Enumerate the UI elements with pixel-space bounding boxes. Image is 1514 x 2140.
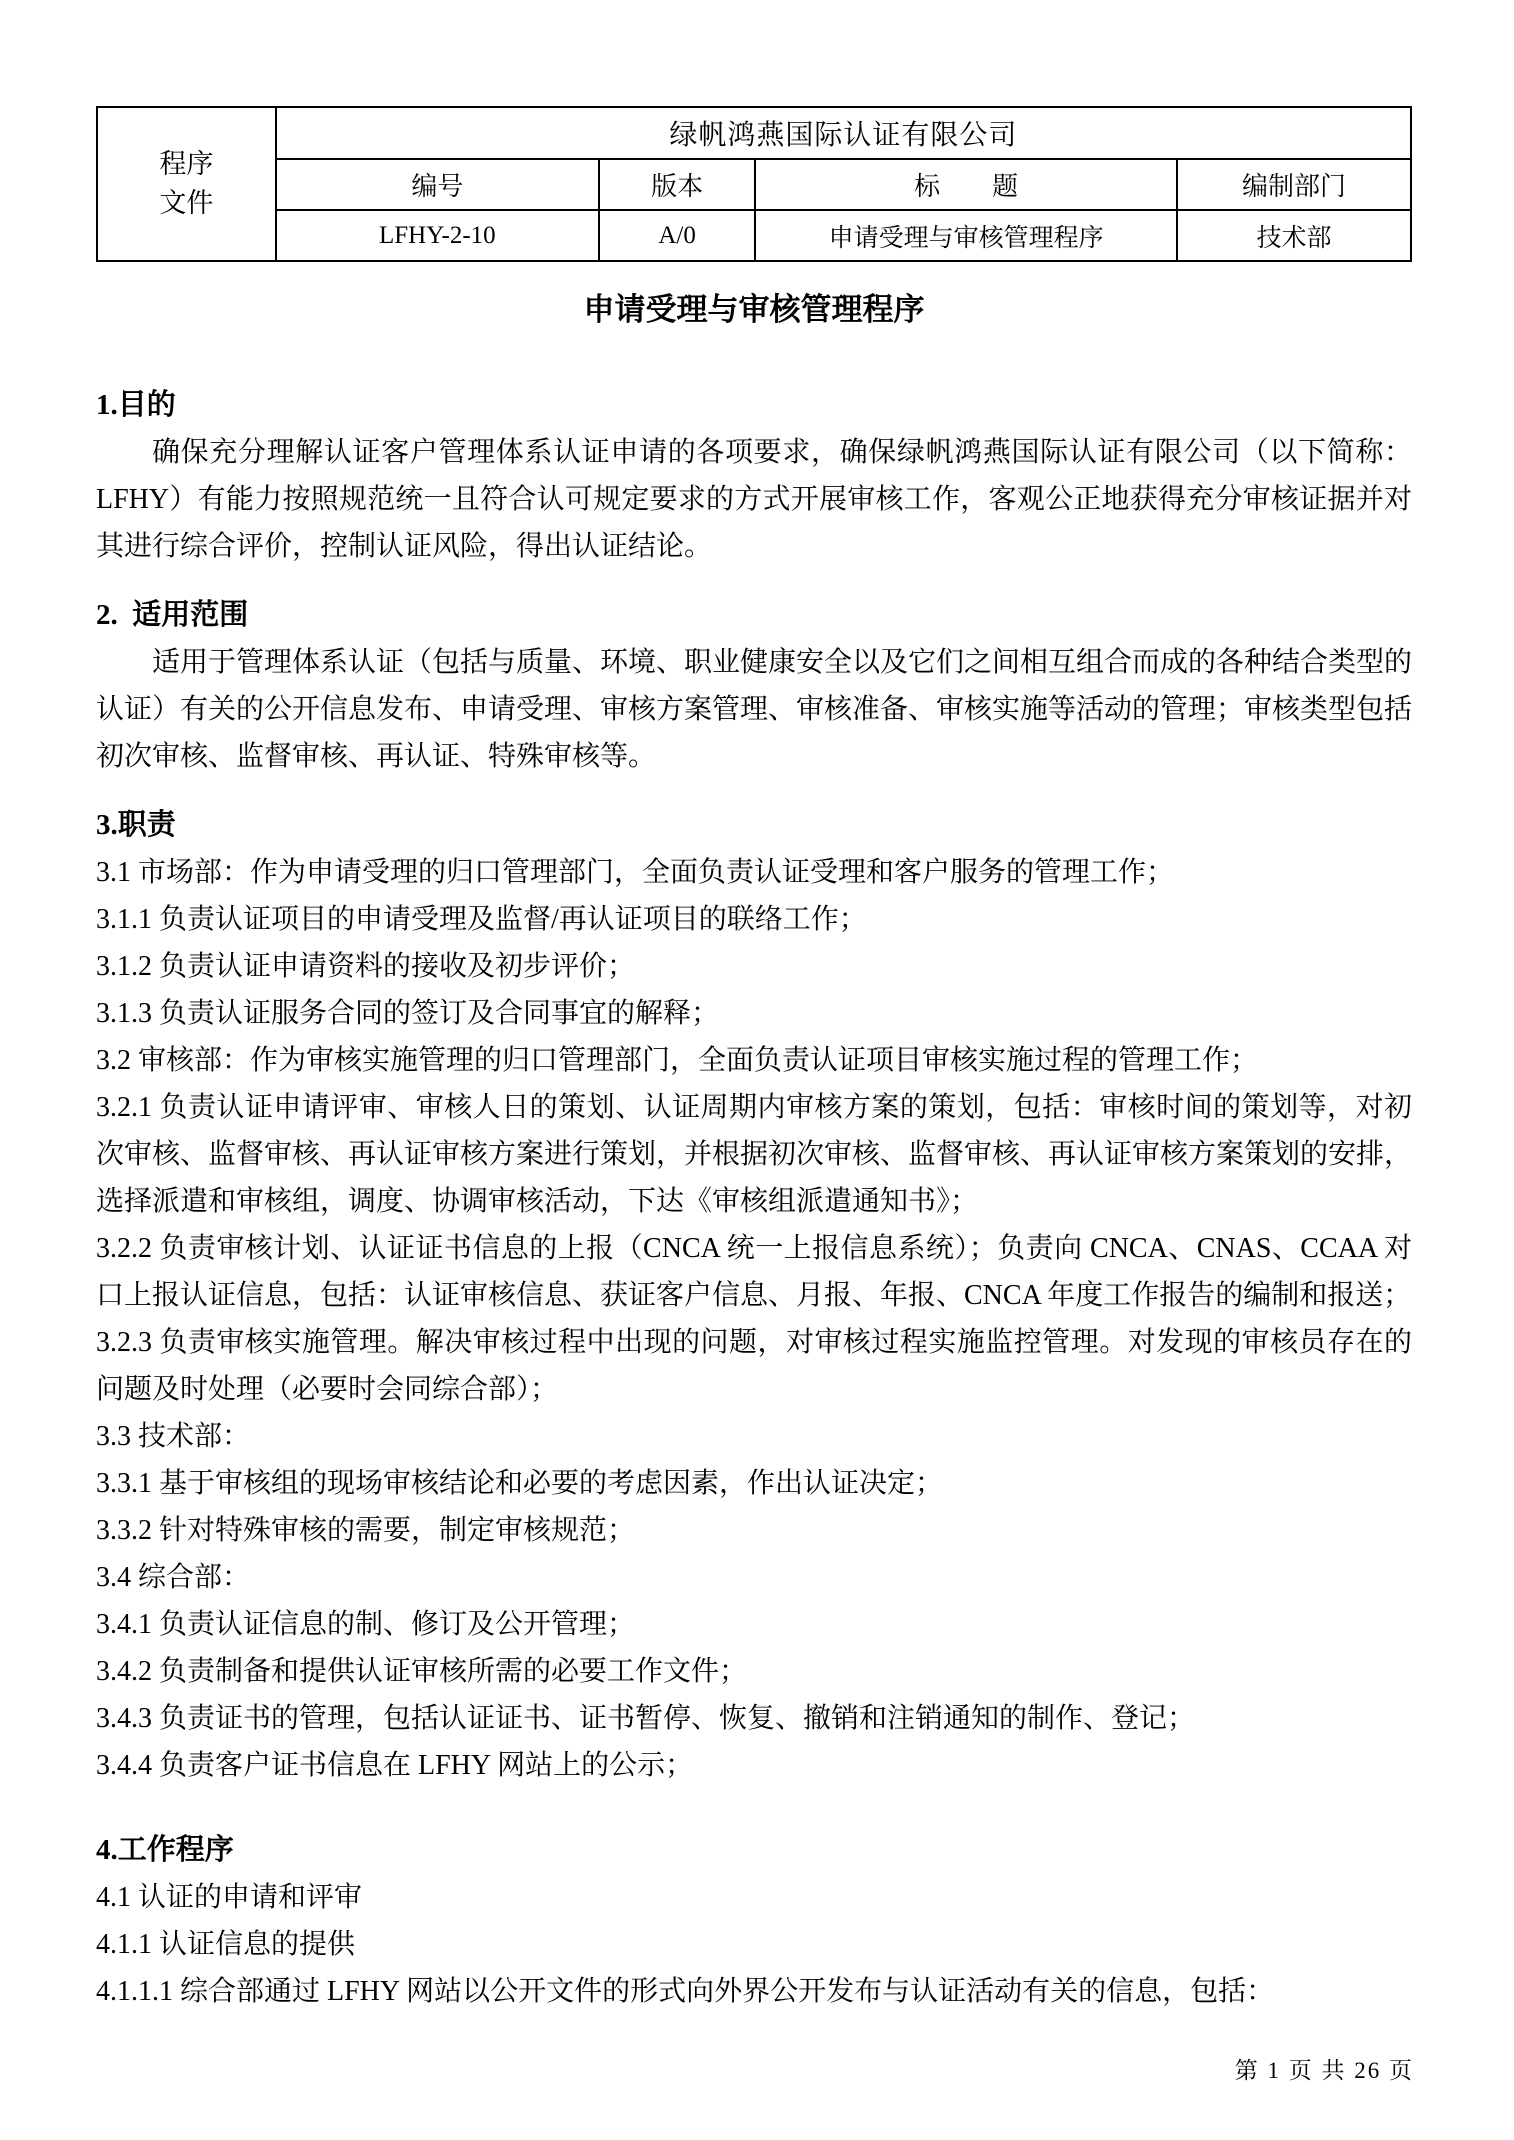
list-item-4-1-1-1: 4.1.1.1 综合部通过 LFHY 网站以公开文件的形式向外界公开发布与认证活动有关的信息，包括： [96,1976,1275,2007]
section-heading-1: 1.目的 [96,389,176,421]
table-row [97,210,1411,261]
list-item-3-2-1: 3.2.1 负责认证申请评审、审核人日的策划、认证周期内审核方案的策划，包括：审核时间的策划等，对初次审核、监督审核、再认证审核方案进行策划，并根据初次审核、监督审核、再认证审核方案策划的安排，选择派遣和审核组，调度、协调审核活动，下达《审核组派遣通知书》； [96,1092,1413,1217]
list-item-3-4-1: 3.4.1 负责认证信息的制、修订及公开管理； [96,1609,636,1640]
doc-type-line-2: 文件 [159,188,214,218]
list-item-3-2-2: 3.2.2 负责审核计划、认证证书信息的上报（CNCA 统一上报信息系统）；负责向 CNCA、CNAS、CCAA 对口上报认证信息，包括：认证审核信息、获证客户信息、月报、年报、CNCA 年度工作报告的编制和报送； [96,1233,1412,1311]
list-item-3-1-1: 3.1.1 负责认证项目的申请受理及监督/再认证项目的联络工作； [96,904,867,935]
doc-version-value: A/0 [599,210,755,261]
column-header-dept: 编制部门 [1177,159,1411,210]
list-item-4-1: 4.1 认证的申请和评审 [96,1882,363,1913]
list-item-3-3-1: 3.3.1 基于审核组的现场审核结论和必要的考虑因素，作出认证决定； [96,1468,944,1499]
doc-title-value: 申请受理与审核管理程序 [755,210,1177,261]
list-item-3-4-2: 3.4.2 负责制备和提供认证审核所需的必要工作文件； [96,1656,748,1687]
list-item-3-1-3: 3.1.3 负责认证服务合同的签订及合同事宜的解释； [96,998,720,1029]
list-item-3-3: 3.3 技术部： [96,1421,251,1452]
section-heading-4: 4.工作程序 [96,1834,234,1866]
doc-type-cell [97,107,276,261]
doc-code-value: LFHY-2-10 [276,210,599,261]
table-row [97,107,1411,159]
company-name: 绿帆鸿燕国际认证有限公司 [276,107,1411,159]
doc-type-line-1: 程序 [159,148,214,179]
doc-dept-value: 技术部 [1177,210,1411,261]
page-title: 申请受理与审核管理程序 [583,292,925,327]
page-number-footer: 第 1 页 共 26 页 [1234,2058,1414,2083]
list-item-3-4-4: 3.4.4 负责客户证书信息在 LFHY 网站上的公示； [96,1750,694,1781]
column-header-code: 编号 [276,159,599,210]
section-1-paragraph: 确保充分理解认证客户管理体系认证申请的各项要求，确保绿帆鸿燕国际认证有限公司（以下简称：LFHY）有能力按照规范统一且符合认可规定要求的方式开展审核工作，客观公正地获得充分审核证据并对其进行综合评价，控制认证风险，得出认证结论。 [96,437,1412,562]
list-item-3-4: 3.4 综合部： [96,1562,251,1593]
header-table [96,106,1412,262]
table-row [97,159,1411,210]
section-heading-3: 3.职责 [96,809,176,841]
list-item-4-1-1: 4.1.1 认证信息的提供 [96,1929,356,1960]
list-item-3-2-3: 3.2.3 负责审核实施管理。解决审核过程中出现的问题，对审核过程实施监控管理。对发现的审核员存在的问题及时处理（必要时会同综合部）； [96,1327,1412,1405]
list-item-3-4-3: 3.4.3 负责证书的管理，包括认证证书、证书暂停、恢复、撤销和注销通知的制作、登记； [96,1703,1196,1734]
section-heading-2: 2. 适用范围 [96,599,249,631]
column-header-version: 版本 [599,159,755,210]
list-item-3-3-2: 3.3.2 针对特殊审核的需要，制定审核规范； [96,1515,636,1546]
column-header-title: 标 题 [755,159,1177,210]
list-item-3-2: 3.2 审核部：作为审核实施管理的归口管理部门，全面负责认证项目审核实施过程的管理工作； [96,1045,1259,1076]
list-item-3-1: 3.1 市场部：作为申请受理的归口管理部门，全面负责认证受理和客户服务的管理工作； [96,857,1175,888]
section-2-paragraph: 适用于管理体系认证（包括与质量、环境、职业健康安全以及它们之间相互组合而成的各种结合类型的认证）有关的公开信息发布、申请受理、审核方案管理、审核准备、审核实施等活动的管理；审核类型包括初次审核、监督审核、再认证、特殊审核等。 [96,647,1413,772]
list-item-3-1-2: 3.1.2 负责认证申请资料的接收及初步评价； [96,951,636,982]
